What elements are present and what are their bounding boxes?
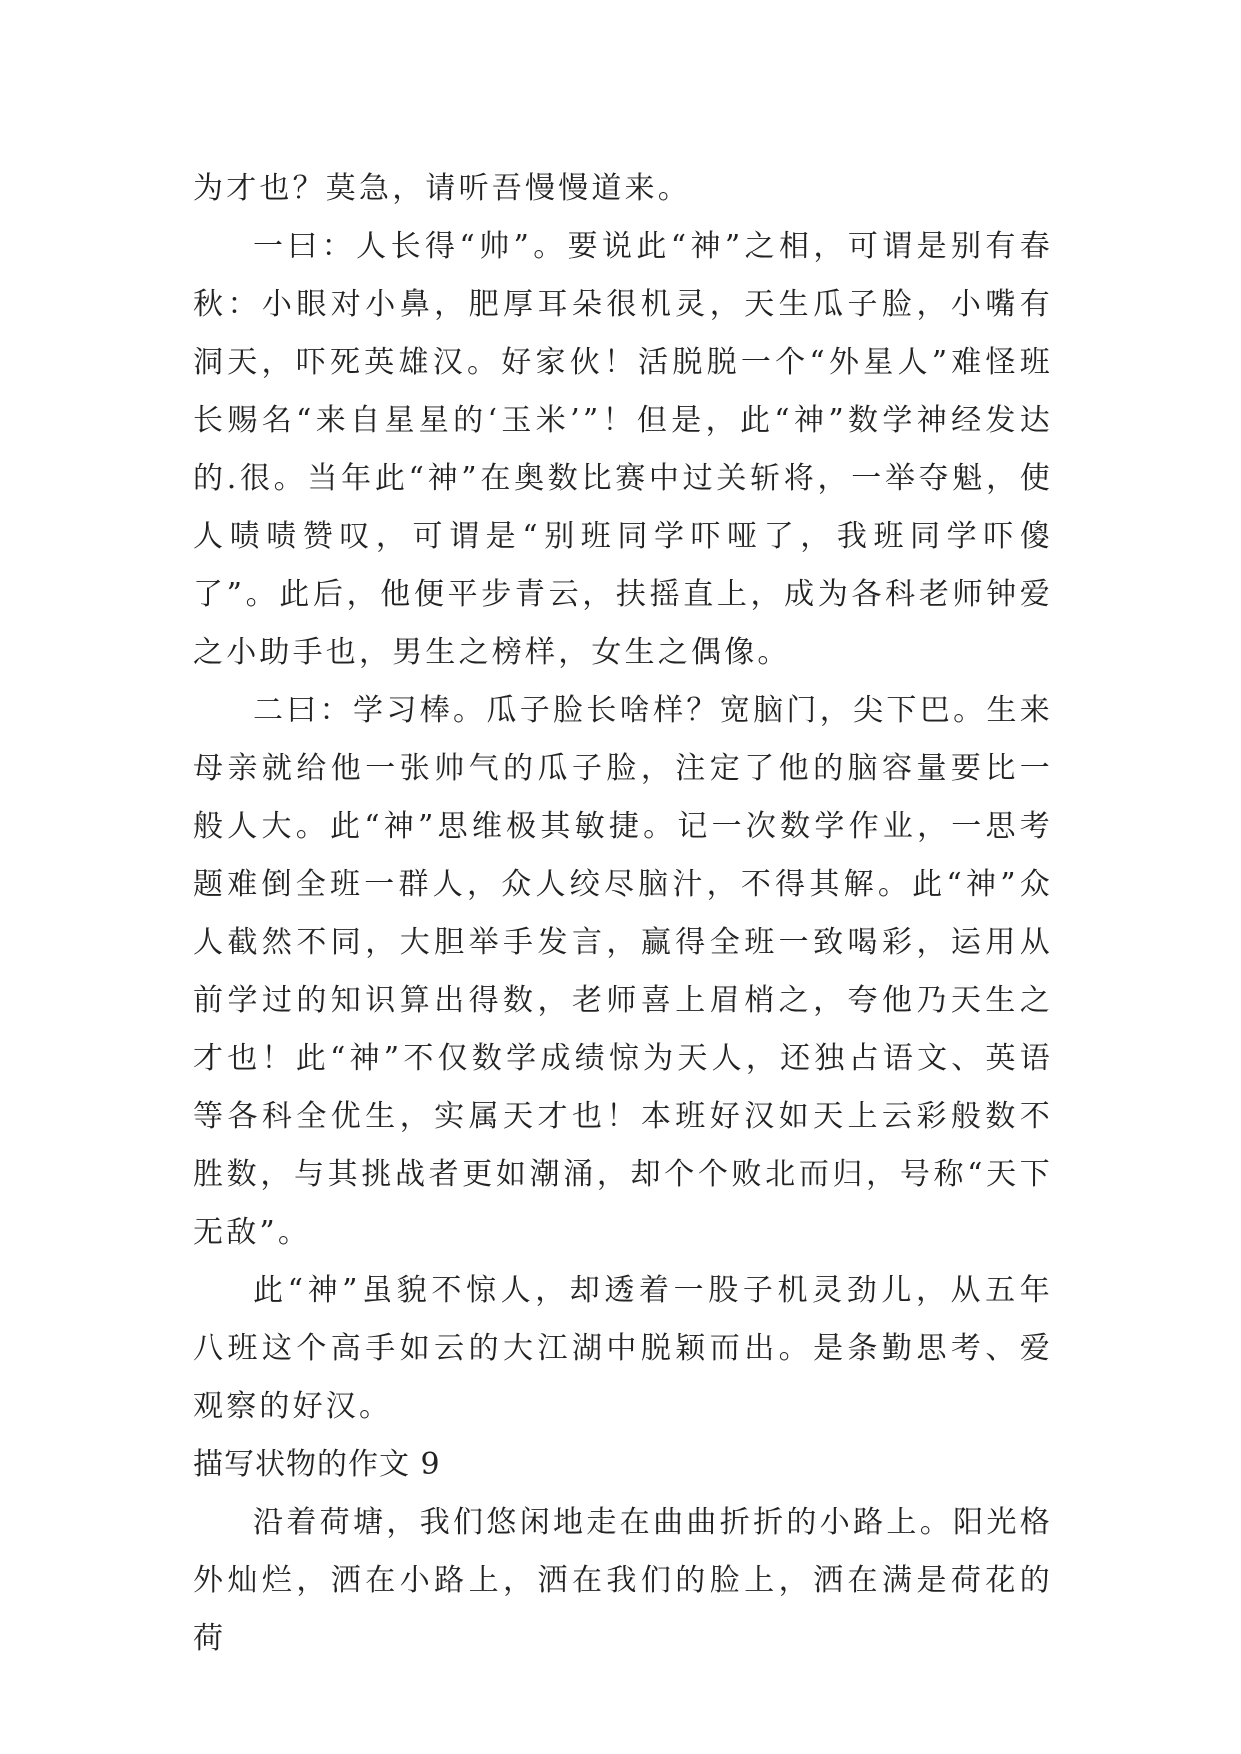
paragraph-study: 二曰：学习棒。瓜子脸长啥样？宽脑门，尖下巴。生来母亲就给他一张帅气的瓜子脸，注定了他的脑容量要比一般人大。此“神”思维极其敏捷。记一次数学作业，一思考题难倒全班一群人，众人绞尽脑汁，不得其解。此“神”众人截然不同，大胆举手发言，赢得全班一致喝彩，运用从前学过的知识算出得数，老师喜上眉梢之，夸他乃天生之才也！此“神”不仅数学成绩惊为天人，还独占语文、英语等各科全优生，实属天才也！本班好汉如天上云彩般数不胜数，与其挑战者更如潮涌，却个个败北而归，号称“天下无敌”。 [193, 693, 1053, 1250]
paragraph-lotus-pond: 沿着荷塘，我们悠闲地走在曲曲折折的小路上。阳光格外灿烂，洒在小路上，洒在我们的脸上，洒在满是荷花的荷 [193, 1505, 1053, 1656]
paragraph-appearance: 一曰：人长得“帅”。要说此“神”之相，可谓是别有春秋：小眼对小鼻，肥厚耳朵很机灵，天生瓜子脸，小嘴有洞天，吓死英雄汉。好家伙！活脱脱一个“外星人”难怪班长赐名“来自星星的‘玉米’”！但是，此“神”数学神经发达的.很。当年此“神”在奥数比赛中过关斩将，一举夺魁，使人啧啧赞叹，可谓是“别班同学吓哑了，我班同学吓傻了”。此后，他便平步青云，扶摇直上，成为各科老师钟爱之小助手也，男生之榜样，女生之偶像。 [193, 229, 1053, 670]
section-title: 描写状物的作文 9 [193, 1447, 441, 1482]
paragraph-intro-end: 为才也？莫急，请听吾慢慢道来。 [193, 171, 691, 206]
document-body [193, 160, 1053, 1668]
paragraph-conclusion: 此“神”虽貌不惊人，却透着一股子机灵劲儿，从五年八班这个高手如云的大江湖中脱颖而出。是条勤思考、爱观察的好汉。 [193, 1273, 1053, 1424]
